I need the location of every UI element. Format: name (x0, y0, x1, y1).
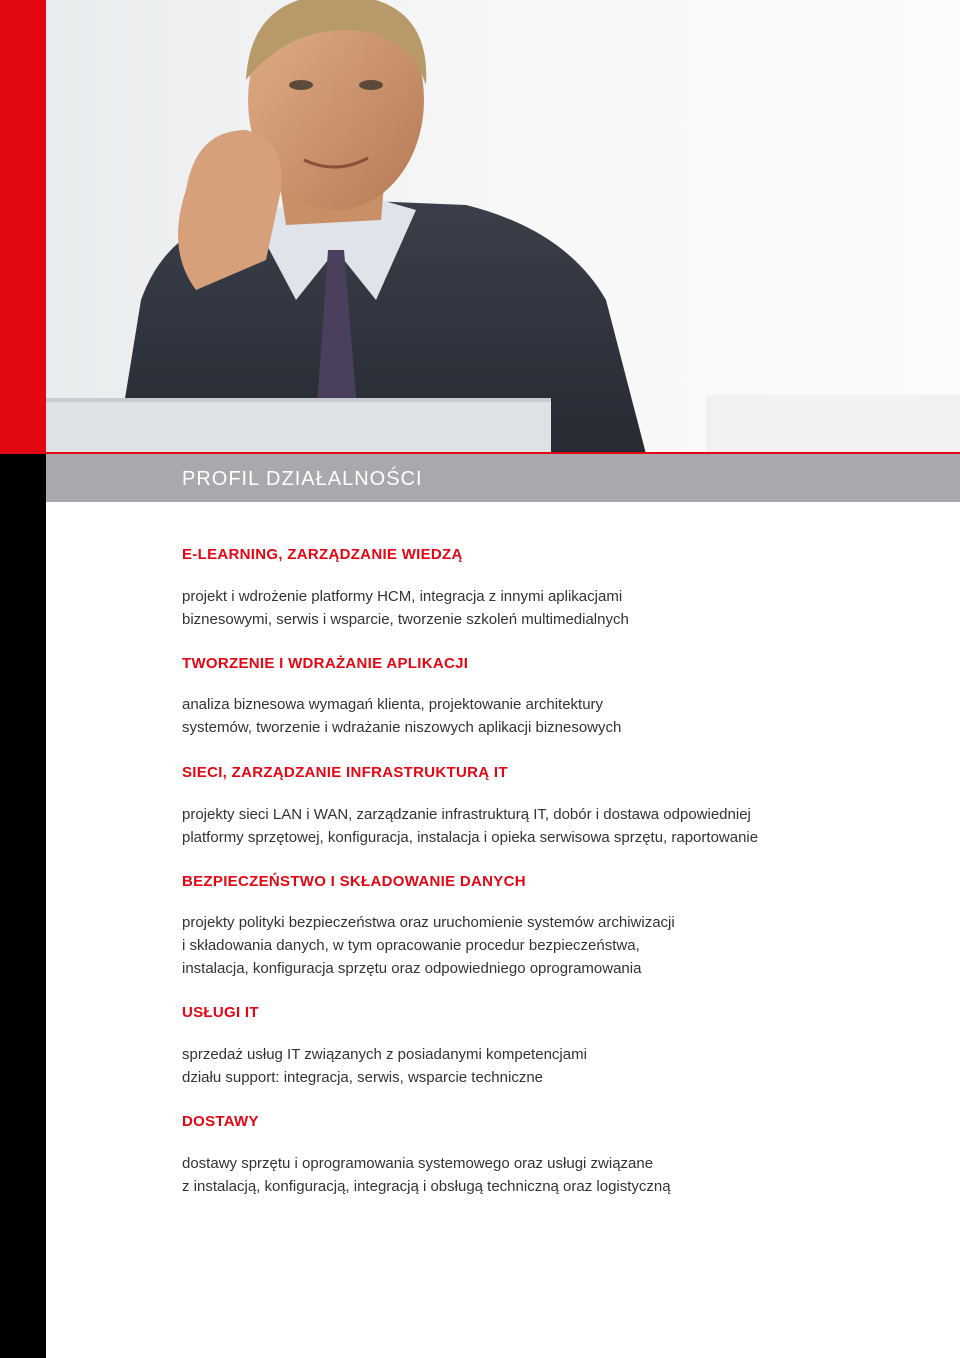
section-body-elearning (182, 585, 629, 631)
section-title-elearning: E-LEARNING, ZARZĄDZANIE WIEDZĄ (182, 546, 463, 563)
body-line: platformy sprzętowej, konfiguracja, instalacja i opieka serwisowa sprzętu, raportowanie (182, 829, 759, 846)
section-title-networks: SIECI, ZARZĄDZANIE INFRASTRUKTURĄ IT (182, 764, 508, 781)
page-title: PROFIL DZIAŁALNOŚCI (182, 468, 423, 490)
section-title-applications: TWORZENIE I WDRAŻANIE APLIKACJI (182, 655, 469, 672)
body-line: instalacja, konfiguracja sprzętu oraz odpowiedniego oprogramowania (182, 960, 642, 977)
section-title-it-services: USŁUGI IT (182, 1004, 259, 1021)
section-body-deliveries (182, 1152, 671, 1198)
businessman-portrait-image (46, 0, 960, 454)
left-black-strip (0, 454, 46, 1358)
section-body-networks (182, 803, 758, 849)
body-line: projekt i wdrożenie platformy HCM, integracja z innymi aplikacjami (182, 588, 623, 605)
body-line: i składowania danych, w tym opracowanie procedur bezpieczeństwa, (182, 937, 640, 954)
body-line: z instalacją, konfiguracją, integracją i obsługą techniczną oraz logistyczną (182, 1178, 671, 1195)
body-line: biznesowymi, serwis i wsparcie, tworzenie szkoleń multimedialnych (182, 611, 629, 628)
header-photo (46, 0, 960, 454)
section-body-applications (182, 693, 621, 739)
body-line: dostawy sprzętu i oprogramowania systemowego oraz usługi związane (182, 1155, 654, 1172)
section-title-deliveries: DOSTAWY (182, 1113, 259, 1130)
section-body-security (182, 911, 675, 980)
section-body-it-services (182, 1043, 587, 1089)
body-line: projekty polityki bezpieczeństwa oraz uruchomienie systemów archiwizacji (182, 914, 675, 931)
body-line: działu support: integracja, serwis, wsparcie techniczne (182, 1069, 544, 1086)
section-title-security: BEZPIECZEŃSTWO I SKŁADOWANIE DANYCH (182, 873, 526, 890)
body-line: sprzedaż usług IT związanych z posiadanymi kompetencjami (182, 1046, 587, 1063)
body-line: projekty sieci LAN i WAN, zarządzanie infrastrukturą IT, dobór i dostawa odpowiedniej (182, 806, 751, 823)
body-line: analiza biznesowa wymagań klienta, projektowanie architektury (182, 696, 604, 713)
body-line: systemów, tworzenie i wdrażanie niszowych aplikacji biznesowych (182, 719, 622, 736)
